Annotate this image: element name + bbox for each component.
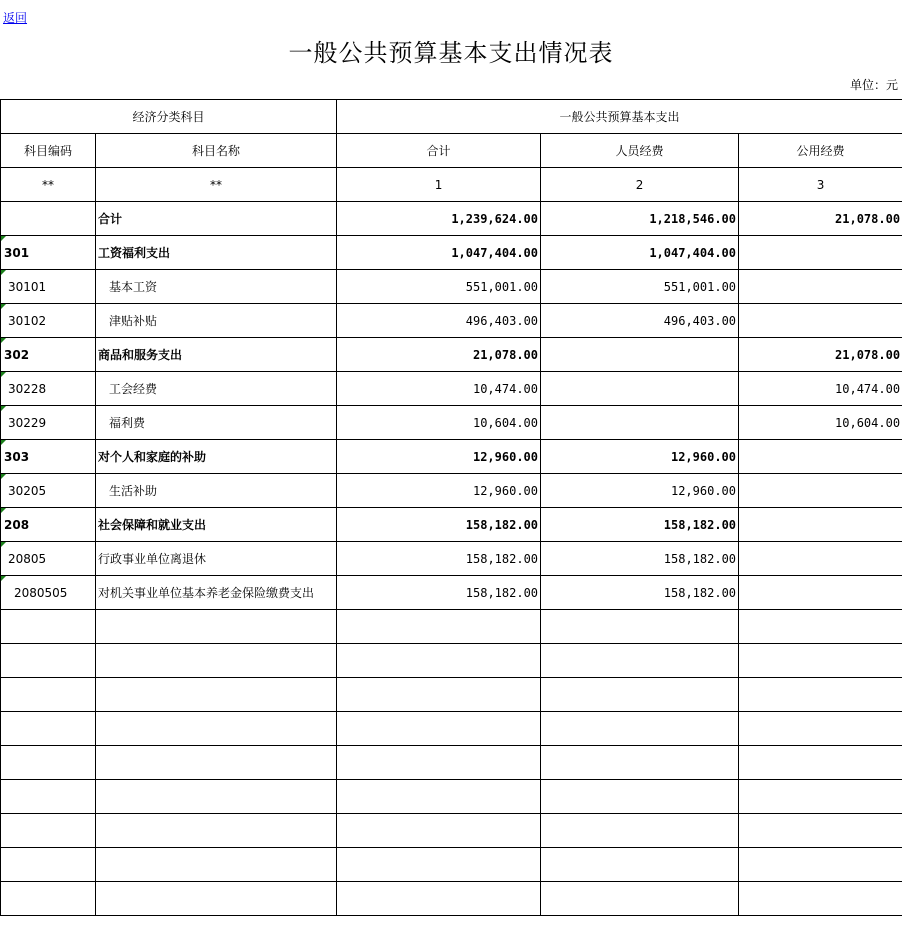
empty-row xyxy=(1,644,902,678)
empty-cell xyxy=(96,814,337,848)
empty-cell xyxy=(739,780,902,814)
empty-row xyxy=(1,848,902,882)
empty-row xyxy=(1,814,902,848)
empty-cell xyxy=(96,780,337,814)
cell-public: 21,078.00 xyxy=(739,202,902,236)
empty-cell xyxy=(541,610,739,644)
empty-cell xyxy=(541,712,739,746)
cell-total: 158,182.00 xyxy=(337,508,541,542)
table-row xyxy=(1,406,902,440)
cell-code: 30229 xyxy=(1,406,96,440)
cell-name: 工会经费 xyxy=(96,372,337,406)
cell-personnel: 496,403.00 xyxy=(541,304,739,338)
cell-code: 2080505 xyxy=(1,576,96,610)
cell-public xyxy=(739,236,902,270)
empty-cell xyxy=(337,678,541,712)
table-row xyxy=(1,372,902,406)
empty-cell xyxy=(541,814,739,848)
cell-total: 12,960.00 xyxy=(337,474,541,508)
cell-total: 158,182.00 xyxy=(337,542,541,576)
cell-personnel: 12,960.00 xyxy=(541,440,739,474)
index-public: 3 xyxy=(739,168,902,202)
cell-code: 20805 xyxy=(1,542,96,576)
empty-cell xyxy=(337,882,541,916)
empty-cell xyxy=(1,610,96,644)
table-row xyxy=(1,202,902,236)
table-row xyxy=(1,508,902,542)
cell-name: 津贴补贴 xyxy=(96,304,337,338)
cell-personnel xyxy=(541,338,739,372)
table-row xyxy=(1,542,902,576)
cell-public xyxy=(739,270,902,304)
cell-code xyxy=(1,202,96,236)
empty-cell xyxy=(96,610,337,644)
col-header-total: 合计 xyxy=(337,134,541,168)
cell-name: 生活补助 xyxy=(96,474,337,508)
cell-total: 10,604.00 xyxy=(337,406,541,440)
table-row xyxy=(1,576,902,610)
cell-total: 1,047,404.00 xyxy=(337,236,541,270)
empty-cell xyxy=(96,848,337,882)
cell-name: 对个人和家庭的补助 xyxy=(96,440,337,474)
table-row xyxy=(1,304,902,338)
empty-row xyxy=(1,780,902,814)
empty-cell xyxy=(739,746,902,780)
empty-cell xyxy=(337,644,541,678)
empty-cell xyxy=(739,814,902,848)
empty-cell xyxy=(541,746,739,780)
table-row xyxy=(1,270,902,304)
empty-cell xyxy=(337,814,541,848)
cell-personnel xyxy=(541,372,739,406)
empty-cell xyxy=(541,848,739,882)
empty-cell xyxy=(1,746,96,780)
cell-name: 合计 xyxy=(96,202,337,236)
col-header-code: 科目编码 xyxy=(1,134,96,168)
table-row xyxy=(1,236,902,270)
cell-total: 12,960.00 xyxy=(337,440,541,474)
budget-table xyxy=(0,99,902,916)
cell-public xyxy=(739,542,902,576)
table-row xyxy=(1,474,902,508)
empty-cell xyxy=(739,610,902,644)
index-total: 1 xyxy=(337,168,541,202)
cell-name: 商品和服务支出 xyxy=(96,338,337,372)
empty-cell xyxy=(96,712,337,746)
cell-code: 302 xyxy=(1,338,96,372)
cell-code: 30205 xyxy=(1,474,96,508)
empty-cell xyxy=(1,644,96,678)
cell-name: 对机关事业单位基本养老金保险缴费支出 xyxy=(96,576,337,610)
empty-cell xyxy=(739,882,902,916)
cell-name: 福利费 xyxy=(96,406,337,440)
cell-code: 30102 xyxy=(1,304,96,338)
cell-public xyxy=(739,474,902,508)
empty-row xyxy=(1,882,902,916)
cell-public xyxy=(739,304,902,338)
header-basic-expenditure: 一般公共预算基本支出 xyxy=(337,100,902,134)
index-code: ** xyxy=(1,168,96,202)
empty-cell xyxy=(1,814,96,848)
empty-cell xyxy=(739,678,902,712)
cell-personnel: 12,960.00 xyxy=(541,474,739,508)
col-header-public: 公用经费 xyxy=(739,134,902,168)
index-name: ** xyxy=(96,168,337,202)
cell-total: 496,403.00 xyxy=(337,304,541,338)
cell-personnel: 551,001.00 xyxy=(541,270,739,304)
cell-total: 1,239,624.00 xyxy=(337,202,541,236)
cell-personnel: 158,182.00 xyxy=(541,508,739,542)
cell-personnel: 158,182.00 xyxy=(541,576,739,610)
cell-public xyxy=(739,440,902,474)
cell-name: 基本工资 xyxy=(96,270,337,304)
cell-personnel xyxy=(541,406,739,440)
cell-name: 社会保障和就业支出 xyxy=(96,508,337,542)
page-title: 一般公共预算基本支出情况表 xyxy=(288,39,614,67)
cell-total: 10,474.00 xyxy=(337,372,541,406)
empty-cell xyxy=(541,780,739,814)
cell-code: 301 xyxy=(1,236,96,270)
cell-code: 30228 xyxy=(1,372,96,406)
cell-personnel: 1,047,404.00 xyxy=(541,236,739,270)
empty-cell xyxy=(96,746,337,780)
empty-cell xyxy=(739,644,902,678)
header-index-row xyxy=(1,168,902,202)
table-row xyxy=(1,338,902,372)
unit-label: 单位：元 xyxy=(849,78,898,92)
header-economic-category: 经济分类科目 xyxy=(1,100,337,134)
empty-cell xyxy=(337,848,541,882)
header-column-row xyxy=(1,134,902,168)
empty-cell xyxy=(337,746,541,780)
empty-row xyxy=(1,678,902,712)
empty-cell xyxy=(541,644,739,678)
cell-public xyxy=(739,508,902,542)
table-row xyxy=(1,440,902,474)
empty-cell xyxy=(337,712,541,746)
cell-personnel: 1,218,546.00 xyxy=(541,202,739,236)
empty-cell xyxy=(1,678,96,712)
empty-cell xyxy=(96,678,337,712)
empty-cell xyxy=(96,882,337,916)
empty-cell xyxy=(739,848,902,882)
empty-row xyxy=(1,712,902,746)
cell-name: 工资福利支出 xyxy=(96,236,337,270)
empty-cell xyxy=(739,712,902,746)
col-header-name: 科目名称 xyxy=(96,134,337,168)
header-group-row xyxy=(1,100,902,134)
col-header-personnel: 人员经费 xyxy=(541,134,739,168)
empty-cell xyxy=(1,780,96,814)
index-personnel: 2 xyxy=(541,168,739,202)
cell-code: 208 xyxy=(1,508,96,542)
empty-cell xyxy=(1,848,96,882)
cell-total: 551,001.00 xyxy=(337,270,541,304)
cell-code: 303 xyxy=(1,440,96,474)
empty-row xyxy=(1,610,902,644)
empty-cell xyxy=(1,712,96,746)
empty-cell xyxy=(96,644,337,678)
back-link[interactable]: 返回 xyxy=(3,11,28,25)
empty-cell xyxy=(337,610,541,644)
cell-total: 21,078.00 xyxy=(337,338,541,372)
cell-name: 行政事业单位离退休 xyxy=(96,542,337,576)
cell-personnel: 158,182.00 xyxy=(541,542,739,576)
cell-public: 21,078.00 xyxy=(739,338,902,372)
empty-cell xyxy=(1,882,96,916)
cell-public: 10,604.00 xyxy=(739,406,902,440)
cell-public xyxy=(739,576,902,610)
cell-code: 30101 xyxy=(1,270,96,304)
empty-cell xyxy=(541,882,739,916)
cell-total: 158,182.00 xyxy=(337,576,541,610)
empty-cell xyxy=(541,678,739,712)
empty-row xyxy=(1,746,902,780)
cell-public: 10,474.00 xyxy=(739,372,902,406)
empty-cell xyxy=(337,780,541,814)
